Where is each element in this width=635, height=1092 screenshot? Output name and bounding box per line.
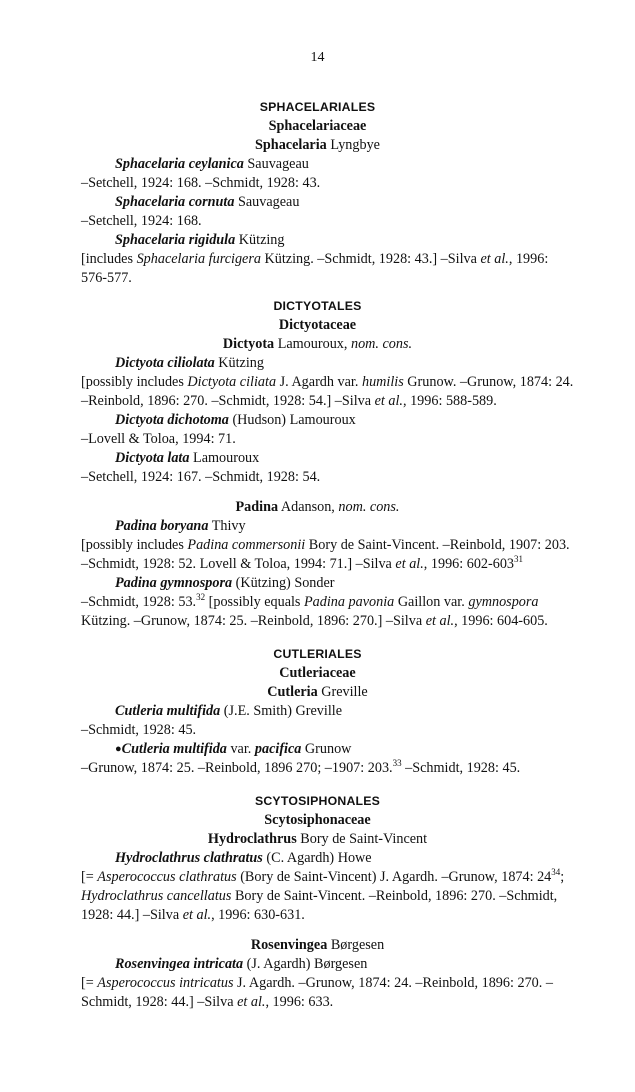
family-heading: Cutleriaceae — [279, 665, 356, 681]
citation: Hydroclathrus cancellatus Bory de Saint-Vincent. –Reinbold, 1896: 270. –Schmidt, — [81, 888, 558, 904]
genus-heading: Rosenvingea Børgesen — [250, 937, 385, 953]
citation: –Reinbold, 1896: 270. –Schmidt, 1928: 54.] –Silva et al., 1996: 588-589. — [81, 393, 497, 409]
species-entry: Sphacelaria ceylanica Sauvageau — [115, 156, 309, 172]
citation: [includes Sphacelaria furcigera Kützing. –Schmidt, 1928: 43.] –Silva et al., 1996: — [81, 251, 549, 267]
citation: –Setchell, 1924: 168. — [81, 213, 202, 229]
species-entry: Sphacelaria rigidula Kützing — [115, 232, 285, 248]
family-heading: Scytosiphonaceae — [264, 812, 371, 828]
variety-entry: ●Cutleria multifida var. pacifica Grunow — [115, 741, 352, 757]
species-entry: Padina boryana Thivy — [115, 518, 246, 534]
footnote-marker: 31 — [514, 554, 524, 564]
genus-heading: Sphacelaria Lyngbye — [255, 137, 380, 153]
genus-heading: Dictyota Lamouroux, nom. cons. — [222, 336, 413, 352]
citation: –Schmidt, 1928: 45. — [81, 722, 197, 738]
species-entry: Rosenvingea intricata (J. Agardh) Børgesen — [115, 956, 368, 972]
citation: [possibly includes Dictyota ciliata J. Agardh var. humilis Grunow. –Grunow, 1874: 24. — [81, 374, 574, 390]
new-record-bullet-icon: ● — [115, 743, 122, 755]
genus-heading: Cutleria Greville — [267, 684, 368, 700]
order-heading: SCYTOSIPHONALES — [254, 794, 381, 808]
citation: –Grunow, 1874: 25. –Reinbold, 1896 270; –1907: 203.33 –Schmidt, 1928: 45. — [81, 758, 521, 776]
family-heading: Dictyotaceae — [278, 317, 357, 333]
species-entry: Dictyota ciliolata Kützing — [115, 355, 264, 371]
genus-heading: Hydroclathrus Bory de Saint-Vincent — [207, 831, 428, 847]
citation: [= Asperococcus clathratus (Bory de Saint-Vincent) J. Agardh. –Grunow, 1874: $24^{34}$; — [81, 867, 565, 885]
order-heading: SPHACELARIALES — [259, 100, 376, 114]
order-heading: DICTYOTALES — [273, 299, 362, 313]
species-entry: Sphacelaria cornuta Sauvageau — [115, 194, 300, 210]
citation: 1928: 44.] –Silva et al., 1996: 630-631. — [81, 907, 305, 923]
citation: –Schmidt, 1928: 53.32 [possibly equals Padina pavonia Gaillon var. gymnospora — [81, 592, 539, 610]
family-heading: Sphacelariaceae — [268, 118, 367, 134]
species-entry: Dictyota lata Lamouroux — [115, 450, 260, 466]
citation: –Setchell, 1924: 168. –Schmidt, 1928: 43. — [81, 175, 321, 191]
footnote-marker: 33 — [392, 758, 402, 768]
citation: [= Asperococcus intricatus J. Agardh. –Grunow, 1874: 24. –Reinbold, 1896: 270. – — [81, 975, 553, 991]
order-heading: CUTLERIALES — [273, 647, 362, 661]
species-entry: Hydroclathrus clathratus (C. Agardh) Howe — [115, 850, 372, 866]
footnote-marker: 32 — [196, 592, 206, 602]
species-entry: Dictyota dichotoma (Hudson) Lamouroux — [115, 412, 356, 428]
citation: [possibly includes Padina commersonii Bory de Saint-Vincent. –Reinbold, 1907: 203. — [81, 537, 570, 553]
citation: 576-577. — [81, 270, 132, 286]
citation: –Lovell & Toloa, 1994: 71. — [81, 431, 236, 447]
species-entry: Cutleria multifida (J.E. Smith) Greville — [115, 703, 343, 719]
genus-heading: Padina Adanson, nom. cons. — [235, 499, 400, 515]
species-entry: Padina gymnospora (Kützing) Sonder — [115, 575, 335, 591]
citation: Schmidt, 1928: 44.] –Silva et al., 1996: 633. — [81, 994, 334, 1010]
citation: Kützing. –Grunow, 1874: 25. –Reinbold, 1896: 270.] –Silva et al., 1996: 604-605. — [81, 613, 548, 629]
citation: –Schmidt, 1928: 52. Lovell & Toloa, 1994: 71.] –Silva et al., 1996: $602-603^{31}$ — [81, 554, 524, 572]
footnote-marker: 34 — [551, 867, 561, 877]
page-number: 14 — [310, 50, 325, 65]
citation: –Setchell, 1924: 167. –Schmidt, 1928: 54. — [81, 469, 321, 485]
